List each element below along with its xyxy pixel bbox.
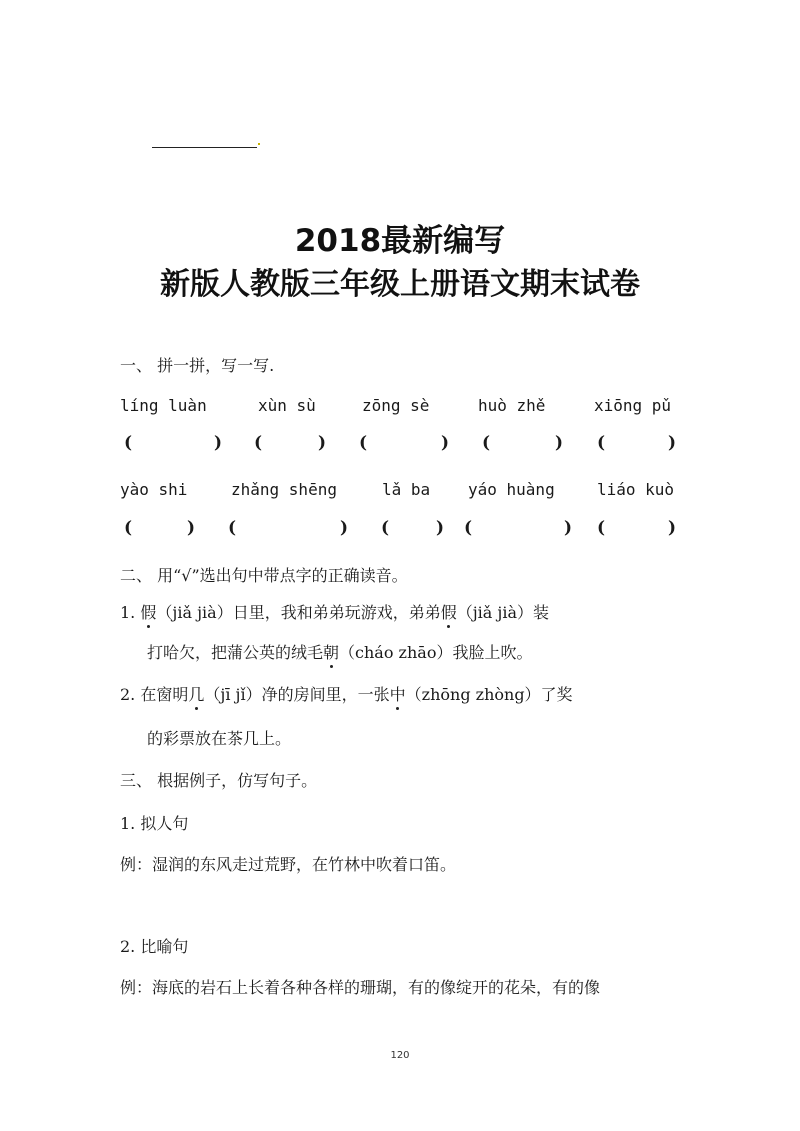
pinyin-item: yáo huàng (468, 480, 555, 499)
pinyin-item: xùn sù (258, 396, 316, 415)
close-paren: ) (187, 518, 196, 538)
close-paren: ) (318, 433, 327, 453)
open-paren: ( (254, 433, 263, 453)
pinyin-item: liáo kuò (597, 480, 675, 499)
name-underline (152, 147, 257, 148)
close-paren: ) (555, 433, 564, 453)
item-1-example: 例：湿润的东风走过荒野，在竹林中吹着口笛。 (120, 855, 457, 874)
open-paren: ( (597, 433, 606, 453)
dotted-char: 几 (188, 682, 204, 705)
section2-heading: 二、 用“√”选出句中带点字的正确读音。 (120, 566, 408, 585)
q1-text: （jiǎ jià）日里，我和弟弟玩游戏，弟弟 (156, 603, 441, 622)
section3-heading: 三、 根据例子，仿写句子。 (120, 771, 318, 790)
open-paren: ( (464, 518, 473, 538)
pinyin-item: xiōng pǔ (594, 396, 672, 415)
dotted-char: 假 (140, 600, 156, 623)
pinyin-item: zōng sè (362, 396, 430, 415)
open-paren: ( (228, 518, 237, 538)
item-1-title: 1. 拟人句 (120, 814, 189, 833)
pinyin-item: yào shi (120, 480, 188, 499)
item-2-title: 2. 比喻句 (120, 937, 189, 956)
question-2-line-1 (120, 682, 573, 705)
open-paren: ( (597, 518, 606, 538)
close-paren: ) (668, 433, 677, 453)
item-2-example: 例：海底的岩石上长着各种各样的珊瑚，有的像绽开的花朵，有的像 (120, 978, 601, 997)
dotted-char: 假 (441, 600, 457, 623)
open-paren: ( (482, 433, 491, 453)
title-line-2: 新版人教版三年级上册语文期末试卷 (160, 267, 640, 302)
page-number: 120 (390, 1050, 410, 1061)
q1-text: （cháo zhāo）我脸上吹。 (339, 643, 533, 662)
close-paren: ) (340, 518, 349, 538)
pinyin-item: huò zhě (478, 396, 546, 415)
close-paren: ) (668, 518, 677, 538)
pinyin-item: líng luàn (120, 396, 207, 415)
open-paren: ( (124, 518, 133, 538)
question-1-line-1 (120, 600, 549, 623)
q1-text: （jiǎ jià）装 (456, 603, 550, 622)
underline-mark (258, 143, 260, 145)
question-2-line-2: 的彩票放在茶几上。 (147, 729, 292, 748)
question-1-line-2 (147, 640, 532, 663)
close-paren: ) (564, 518, 573, 538)
q2-text: （jī jǐ）净的房间里，一张 (204, 685, 390, 704)
q1-text: 打哈欠，把蒲公英的绒毛 (147, 643, 324, 662)
q2-text: （zhōng zhòng）了奖 (405, 685, 573, 704)
q2-text: 2. 在窗明 (120, 685, 189, 704)
close-paren: ) (441, 433, 450, 453)
pinyin-item: lǎ ba (382, 480, 431, 499)
close-paren: ) (214, 433, 223, 453)
q1-text: 1. (120, 603, 141, 622)
open-paren: ( (359, 433, 368, 453)
section1-heading: 一、 拼一拼，写一写. (120, 356, 275, 375)
dotted-char: 中 (390, 682, 406, 705)
close-paren: ) (436, 518, 445, 538)
dotted-char: 朝 (323, 640, 339, 663)
open-paren: ( (381, 518, 390, 538)
open-paren: ( (124, 433, 133, 453)
pinyin-item: zhǎng shēng (231, 480, 337, 499)
title-line-1: 2018最新编写 (294, 223, 506, 259)
